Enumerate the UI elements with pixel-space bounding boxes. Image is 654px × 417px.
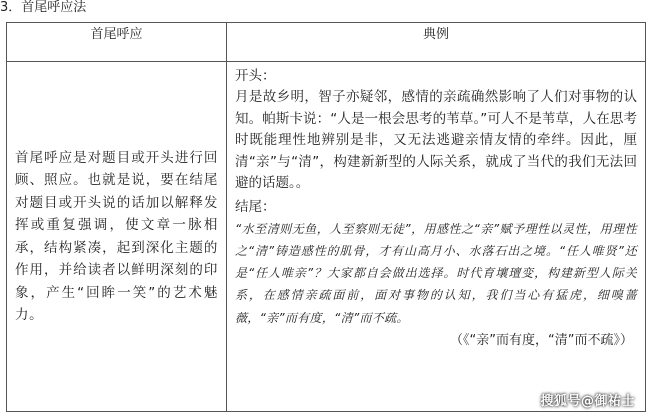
ending-label: 结尾：: [235, 198, 276, 215]
source-citation: （《“亲”而有度，“清”而不疏》）: [450, 332, 633, 348]
opening-label: 开头：: [235, 68, 276, 84]
header-left: 首尾呼应: [7, 23, 227, 62]
ending-text: “水至清则无鱼，人至察则无徒”，用感性之“亲”赋予理性以灵性，用理性之“清”铸造感性的肌骨，才有山高月小、水落石出之境。“任人唯贤”还是“任人唯亲”？大家都自会做出选择。时代育壤璮变，构建新型人际关系，在感情亲疏面前，面对事物的认知，我们当心有猛虎，细嗅蔷薇，“亲”而有度，“清”而不疏。: [235, 221, 637, 325]
definition-text: 首尾呼应是对题目或开头进行回顾、照应。也就是说，要在结尾对题目或开头说的话加以解释发挥或重复强调，使文章一脉相承，结构紧凑，起到深化主题的作用，并给读者以鲜明深刻的印象，产生“回眸一笑”的艺术魅力。: [15, 149, 218, 323]
example-table: [6, 22, 646, 412]
section-title: 3．首尾呼应法: [0, 0, 87, 15]
example-cell: [227, 62, 646, 412]
table-body-row: [7, 62, 646, 412]
definition-cell: [7, 62, 227, 412]
opening-text: 月是故乡明，智子亦疑邻，感情的亲疏确然影响了人们对事物的认知。帕斯卡说：“人是一根会思考的苇草。”可人不是苇草，人在思考时既能理性地辨别是非，又无法逃避亲情友情的牵绊。因此，厘清“亲”与“清”，构建新新型的人际关系，就成了当代的我们无法回避的话题。。: [235, 89, 637, 191]
table-header-row: [7, 23, 646, 62]
watermark: 搜狐号@御祐士: [540, 394, 635, 409]
header-right: 典例: [227, 23, 646, 62]
